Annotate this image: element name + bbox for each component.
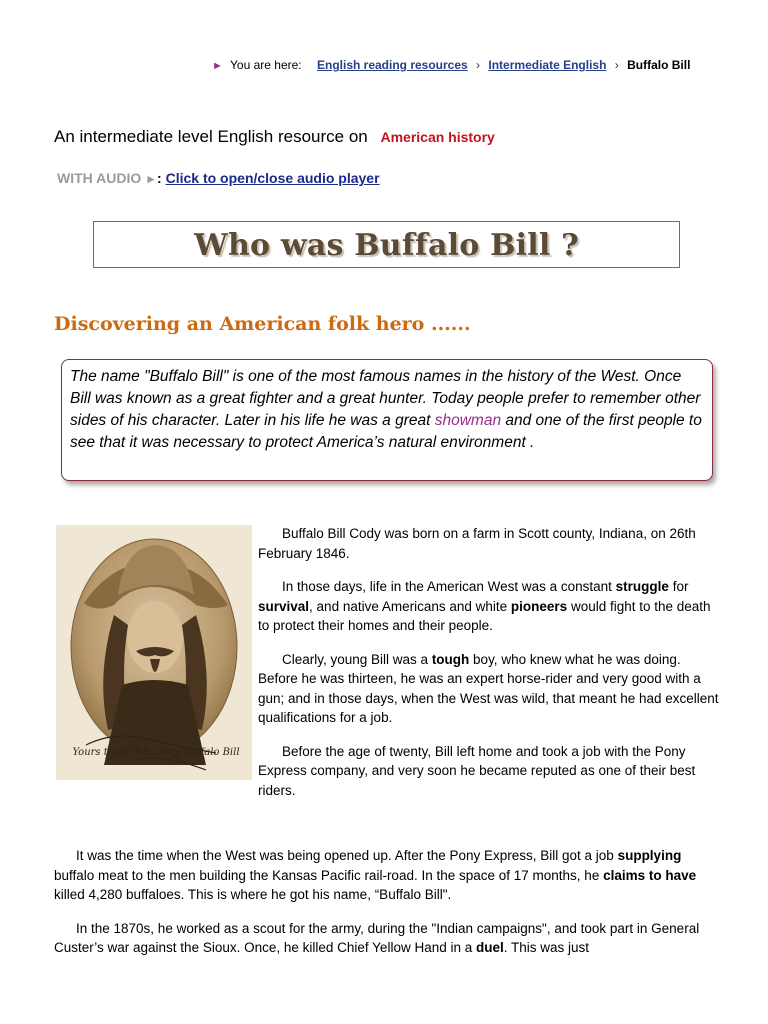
buffalo-bill-portrait <box>56 525 252 780</box>
summary-box <box>61 359 713 481</box>
vocab-struggle: struggle <box>615 579 669 594</box>
bio-column <box>258 524 724 814</box>
summary-text-before: The name "Buffalo Bill" is one of the most famous names in the history of the West. Once Bill was known as a great fighter and a great hunter. Today people prefer to remember other sides of his character. Later in his life he was a great <box>70 368 701 429</box>
paragraph <box>258 577 724 636</box>
paragraph <box>258 650 724 728</box>
paragraph <box>54 919 720 958</box>
breadcrumb-separator-icon: › <box>476 58 481 72</box>
breadcrumb-separator-icon: › <box>614 58 619 72</box>
paragraph: Before the age of twenty, Bill left home and took a job with the Pony Express company, and very soon he became reputed as one of their best riders. <box>258 743 696 798</box>
breadcrumb <box>212 58 690 72</box>
paragraph: Buffalo Bill Cody was born on a farm in Scott county, Indiana, on 26th February 1846. <box>258 526 696 561</box>
vocab-claims-to-have: claims to have <box>603 867 697 883</box>
breadcrumb-current: Buffalo Bill <box>627 58 691 72</box>
summary-highlight-showman: showman <box>434 412 502 429</box>
vocab-tough: tough <box>431 651 470 667</box>
signature-text: Yours truly W.F. Cody Buffalo Bill <box>72 747 240 758</box>
vocab-duel: duel <box>476 940 504 955</box>
lower-text <box>54 846 720 972</box>
paragraph-text: , and native Americans and white <box>309 598 511 614</box>
audio-colon: : <box>157 170 166 186</box>
paragraph <box>54 846 720 905</box>
intro-topic: American history <box>380 129 495 145</box>
play-arrow-icon: ► <box>145 172 158 186</box>
paragraph-text: . This was just <box>503 940 590 955</box>
vocab-survival: survival <box>258 598 310 614</box>
paragraph-text: killed 4,280 buffaloes. This is where he got his name, “Buffalo Bill". <box>54 887 452 902</box>
intro-text: An intermediate level English resource on <box>54 127 368 146</box>
paragraph-text: buffalo meat to the men building the Kansas Pacific rail-road. In the space of 17 months, he <box>54 867 604 883</box>
audio-label: WITH AUDIO <box>57 170 142 186</box>
audio-player-toggle-link[interactable]: Click to open/close audio player <box>165 170 380 186</box>
breadcrumb-here-label: You are here: <box>230 58 302 72</box>
play-arrow-icon: ► <box>212 60 223 72</box>
intro-line <box>54 127 495 147</box>
paragraph-text: Clearly, young Bill was a <box>282 651 432 667</box>
paragraph-text: for <box>668 579 689 594</box>
paragraph-text: would fight to the death to protect their homes and their people. <box>258 598 711 633</box>
paragraph-text: In those days, life in the American West was a constant <box>282 579 616 594</box>
vocab-supplying: supplying <box>617 848 682 863</box>
title-box <box>93 221 680 268</box>
paragraph-text: It was the time when the West was being opened up. After the Pony Express, Bill got a job <box>76 848 618 863</box>
breadcrumb-link-english-reading-resources[interactable]: English reading resources <box>316 58 468 72</box>
paragraph-text: In the 1870s, he worked as a scout for the army, during the "Indian campaigns", and took part in General Custer’s war against the Sioux. Once, he killed Chief Yellow Hand in a <box>54 920 700 955</box>
page-title: Who was Buffalo Bill ? <box>194 228 579 263</box>
vocab-pioneers: pioneers <box>510 598 568 614</box>
paragraph-text: boy, who knew what he was doing. Before he was thirteen, he was an expert horse-rider and very good with a gun; and in those days, when the West was wild, that meant he had excellent qualifications for a job. <box>258 651 719 725</box>
section-subtitle: Discovering an American folk hero ...... <box>54 313 471 335</box>
breadcrumb-link-intermediate-english[interactable]: Intermediate English <box>488 58 607 72</box>
summary-text-after: and one of the first people to see that it was necessary to protect America’s natural environment . <box>70 412 702 451</box>
audio-line <box>57 170 380 186</box>
